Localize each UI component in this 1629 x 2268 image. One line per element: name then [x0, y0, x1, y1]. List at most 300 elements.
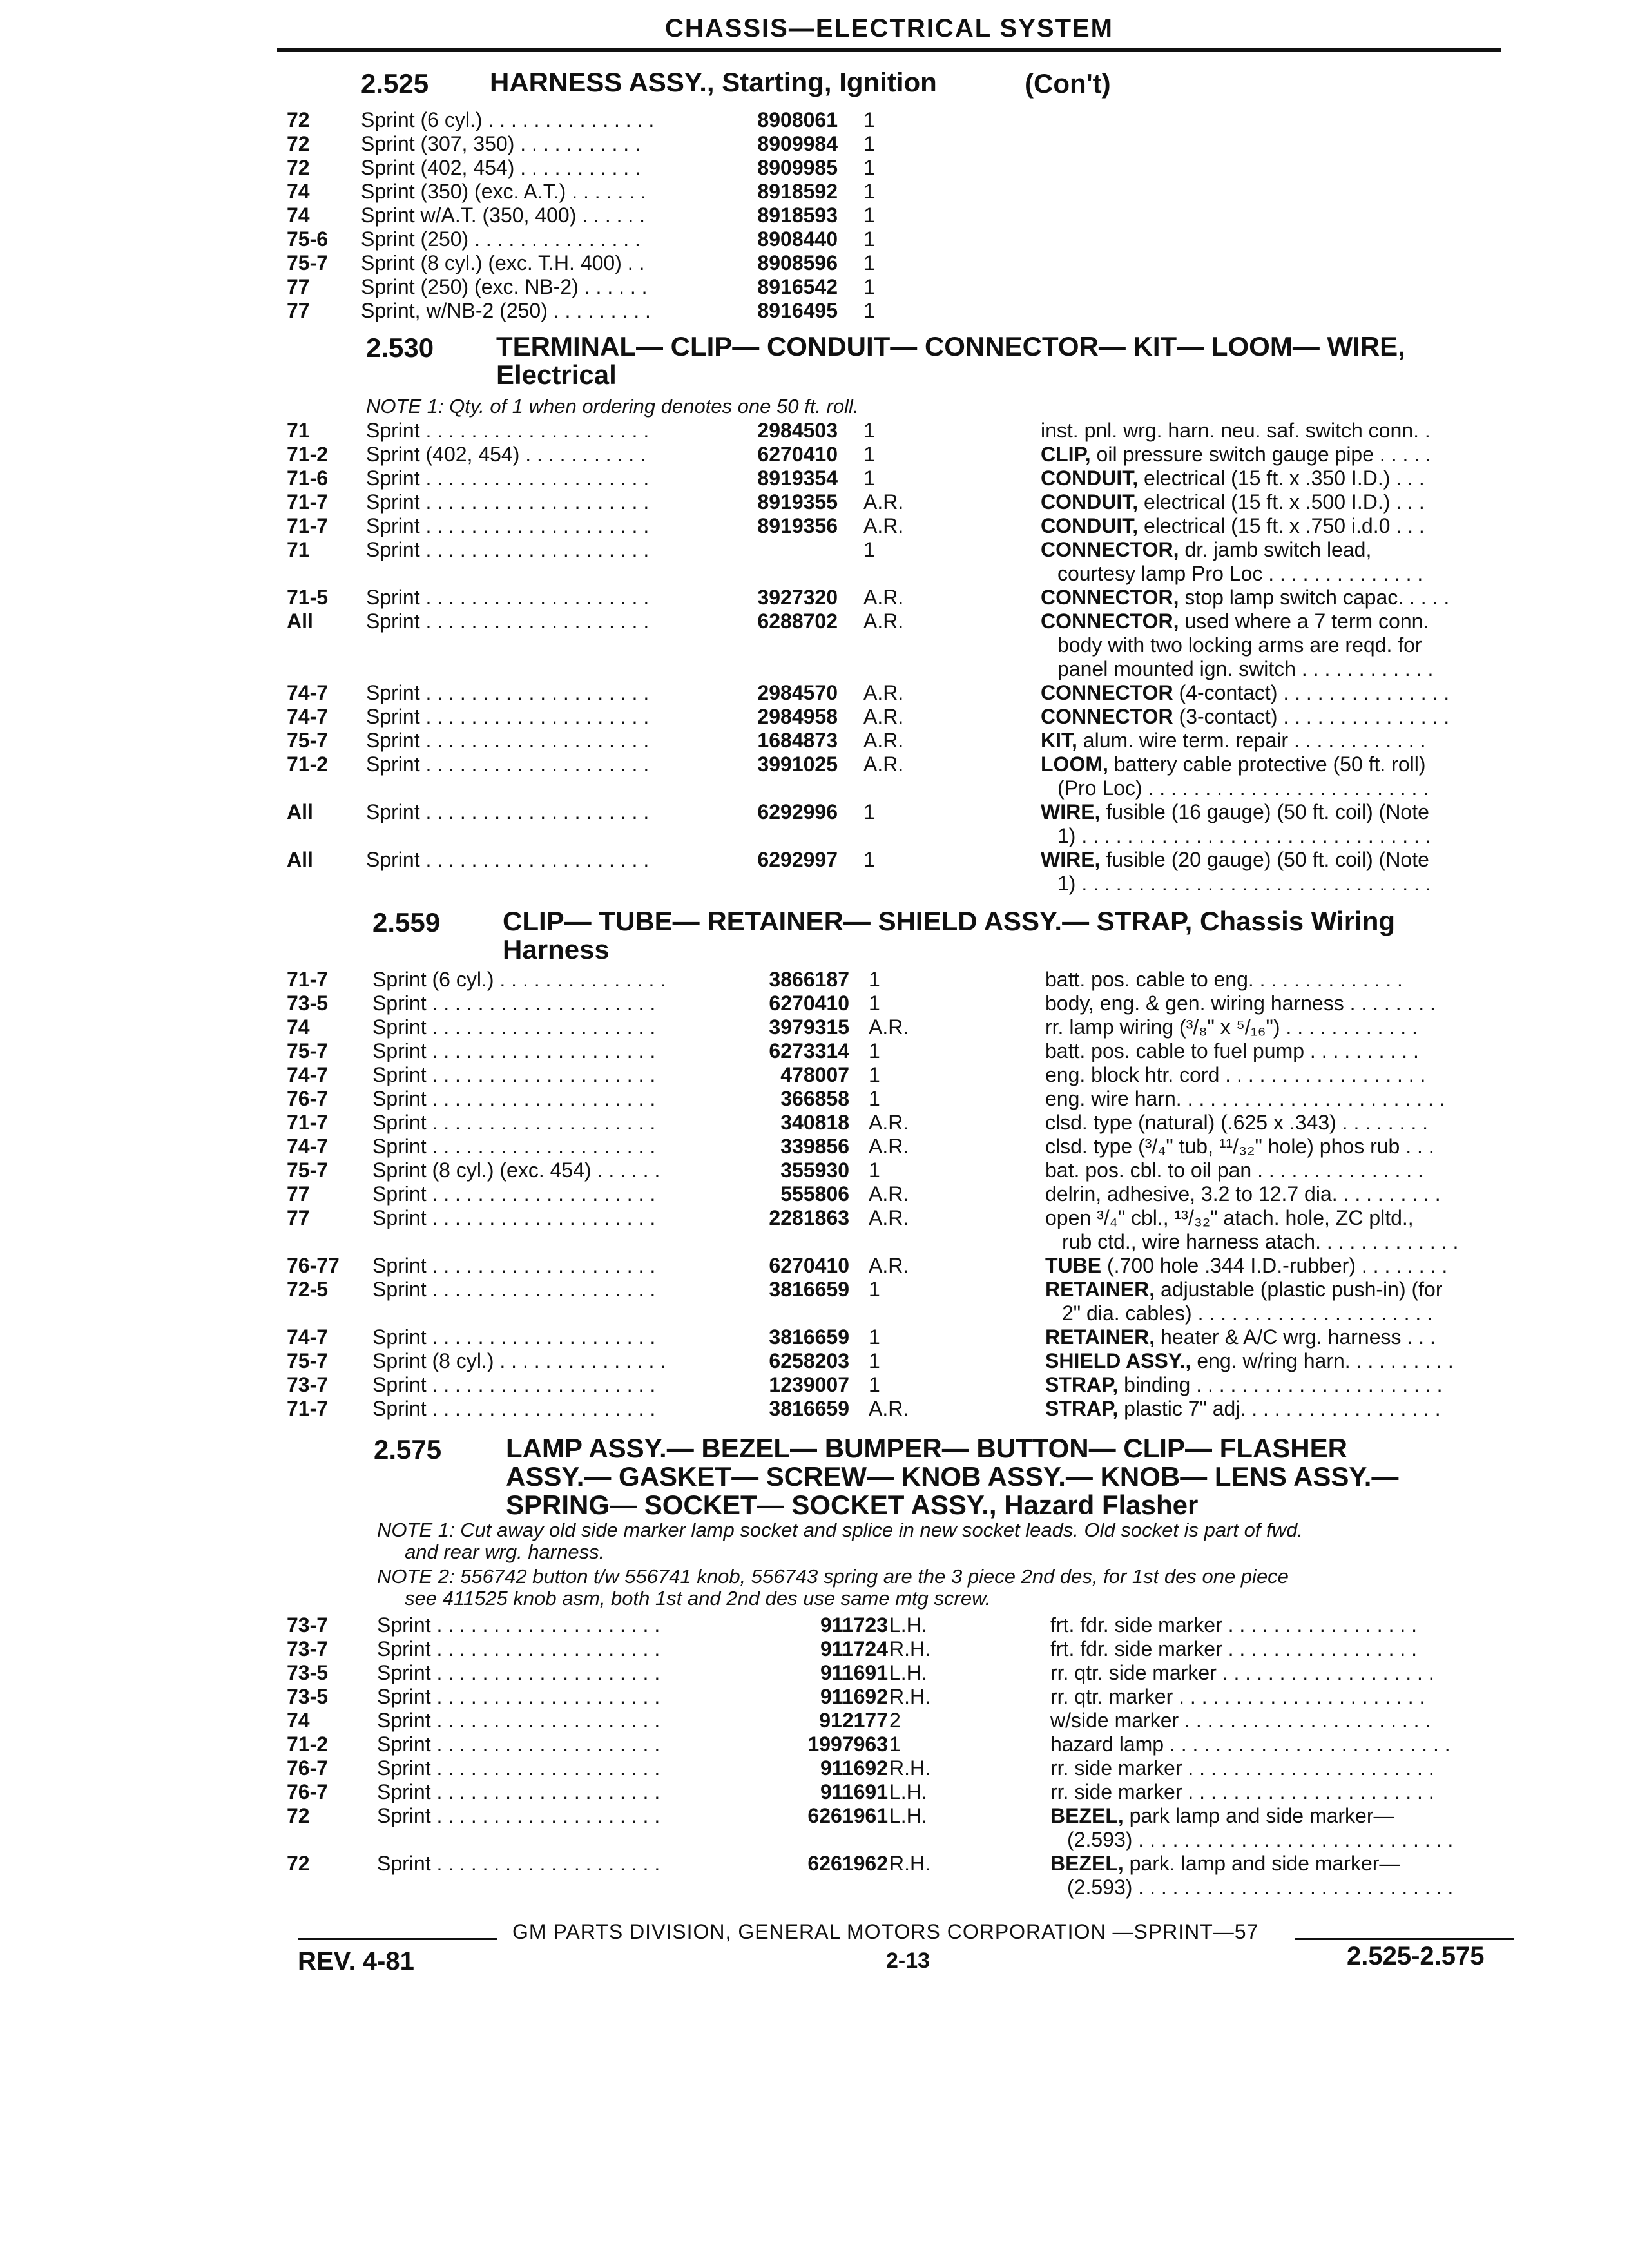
application: Sprint (350) (exc. A.T.) . . . . . . .	[361, 180, 646, 203]
part-description-text: adjustable (plastic push-in) (for	[1155, 1278, 1443, 1301]
model-year: 76-7	[287, 1087, 329, 1110]
application: Sprint . . . . . . . . . . . . . . . . . . . .	[366, 419, 650, 442]
part-number: 6273314	[769, 1039, 849, 1062]
section-number: 2.575	[374, 1434, 442, 1465]
part-description-text: hazard lamp . . . . . . . . . . . . . . . . . . . . . . . . .	[1050, 1733, 1451, 1756]
part-number: 8916495	[757, 299, 838, 322]
part-row	[0, 419, 1629, 443]
section-number: 2.525	[361, 68, 429, 99]
quantity: R.H.	[889, 1756, 930, 1780]
part-description-text: (4-contact) . . . . . . . . . . . . . . .	[1173, 681, 1450, 704]
part-description	[1045, 1087, 1509, 1110]
part-number: 3927320	[757, 586, 838, 609]
part-description-text: body, eng. & gen. wiring harness . . . . . . . .	[1045, 992, 1436, 1015]
part-description-continued: (2.593) . . . . . . . . . . . . . . . . . . . . . . . . . . . .	[1067, 1828, 1454, 1851]
part-number: 6261962	[807, 1852, 888, 1875]
part-description-text: eng. block htr. cord . . . . . . . . . . . . . . . . . .	[1045, 1063, 1426, 1086]
quantity: A.R.	[863, 729, 904, 752]
model-year: 74	[287, 204, 310, 227]
model-year: 74-7	[287, 1063, 329, 1086]
footer-page-number: 2-13	[886, 1948, 930, 1973]
part-description-text: electrical (15 ft. x .750 i.d.0 . . .	[1138, 514, 1425, 537]
part-description-text: clsd. type (³/₄" tub, ¹¹/₃₂" hole) phos rub . . .	[1045, 1135, 1434, 1158]
model-year: All	[287, 800, 313, 823]
part-number: 911692	[820, 1685, 888, 1708]
application: Sprint . . . . . . . . . . . . . . . . . . . .	[372, 1087, 656, 1110]
application: Sprint . . . . . . . . . . . . . . . . . . . .	[372, 1015, 656, 1039]
part-description	[1045, 1397, 1509, 1420]
part-description-text: fusible (16 gauge) (50 ft. coil) (Note	[1100, 800, 1429, 823]
part-description-text: electrical (15 ft. x .500 I.D.) . . .	[1138, 490, 1425, 514]
model-year: 75-7	[287, 1039, 329, 1062]
model-year: 75-6	[287, 227, 329, 251]
part-description-text: delrin, adhesive, 3.2 to 12.7 dia. . . . . . . . . .	[1045, 1182, 1441, 1206]
section-note: NOTE 2: 556742 button t/w 556741 knob, 556743 spring are the 3 piece 2nd des, for 1st des one piece see 411525 knob asm, both 1st and 2nd des use same mtg screw.	[377, 1565, 1289, 1610]
part-number: 6270410	[769, 992, 849, 1015]
model-year: 71-6	[287, 466, 329, 490]
part-number: 3816659	[769, 1278, 849, 1301]
part-description-text: plastic 7" adj. . . . . . . . . . . . . . . . . .	[1118, 1397, 1441, 1420]
part-number: 8908061	[757, 108, 838, 131]
application: Sprint . . . . . . . . . . . . . . . . . . . .	[377, 1780, 660, 1803]
part-description	[1041, 753, 1505, 776]
quantity: 1	[863, 299, 875, 322]
part-row	[0, 968, 1629, 992]
part-row	[0, 1661, 1629, 1685]
part-description	[1041, 514, 1505, 537]
part-description-keyword: TUBE	[1045, 1254, 1102, 1277]
section-title: CLIP— TUBE— RETAINER— SHIELD ASSY.— STRAP, Chassis Wiring Harness	[503, 906, 1396, 965]
application: Sprint . . . . . . . . . . . . . . . . . . . .	[366, 490, 650, 514]
part-number: 2984570	[757, 681, 838, 704]
part-number: 339856	[780, 1135, 849, 1158]
quantity: 1	[863, 204, 875, 227]
part-row	[0, 992, 1629, 1015]
part-row	[0, 156, 1629, 180]
part-description-text: (3-contact) . . . . . . . . . . . . . . .	[1173, 705, 1450, 728]
quantity: 1	[869, 1063, 880, 1086]
part-number: 6288702	[757, 610, 838, 633]
part-description	[1045, 1278, 1509, 1301]
quantity: R.H.	[889, 1685, 930, 1708]
part-description-text: battery cable protective (50 ft. roll)	[1108, 753, 1426, 776]
model-year: 74-7	[287, 1325, 329, 1349]
quantity: 1	[863, 848, 875, 871]
part-row	[0, 1613, 1629, 1637]
model-year: 75-7	[287, 251, 329, 274]
quantity: 1	[863, 419, 875, 442]
application: Sprint . . . . . . . . . . . . . . . . . . . .	[366, 610, 650, 633]
model-year: 76-7	[287, 1756, 329, 1780]
application: Sprint . . . . . . . . . . . . . . . . . . . .	[377, 1756, 660, 1780]
part-number: 3979315	[769, 1015, 849, 1039]
part-description-text: inst. pnl. wrg. harn. neu. saf. switch conn. .	[1041, 419, 1431, 442]
part-number: 340818	[780, 1111, 849, 1134]
part-row	[0, 514, 1629, 538]
part-description-keyword: CONNECTOR,	[1041, 538, 1179, 561]
part-description	[1041, 490, 1505, 514]
part-description	[1045, 1254, 1509, 1277]
quantity: 1	[869, 992, 880, 1015]
application: Sprint . . . . . . . . . . . . . . . . . . . .	[372, 1278, 656, 1301]
model-year: 74-7	[287, 705, 329, 728]
part-description-keyword: CONNECTOR,	[1041, 586, 1179, 609]
part-description-keyword: CLIP,	[1041, 443, 1091, 466]
quantity: L.H.	[889, 1613, 927, 1637]
part-number: 911723	[820, 1613, 888, 1637]
quantity: 1	[863, 466, 875, 490]
part-number: 8909984	[757, 132, 838, 155]
application: Sprint . . . . . . . . . . . . . . . . . . . .	[377, 1733, 660, 1756]
application: Sprint . . . . . . . . . . . . . . . . . . . .	[366, 538, 650, 561]
model-year: 75-7	[287, 1158, 329, 1182]
part-row	[0, 1325, 1629, 1349]
quantity: R.H.	[889, 1852, 930, 1875]
part-description-keyword: BEZEL,	[1050, 1804, 1124, 1827]
part-number: 3816659	[769, 1325, 849, 1349]
part-description	[1045, 1135, 1509, 1158]
part-row	[0, 1206, 1629, 1253]
application: Sprint . . . . . . . . . . . . . . . . . . . .	[372, 1373, 656, 1396]
part-description-continued: courtesy lamp Pro Loc . . . . . . . . . . . . . .	[1057, 562, 1423, 585]
part-row	[0, 227, 1629, 251]
part-description	[1041, 848, 1505, 871]
part-description-keyword: LOOM,	[1041, 753, 1108, 776]
part-number: 6261961	[807, 1804, 888, 1827]
part-number: 6292996	[757, 800, 838, 823]
quantity: A.R.	[869, 1111, 909, 1134]
quantity: A.R.	[869, 1182, 909, 1206]
part-row	[0, 490, 1629, 514]
application: Sprint . . . . . . . . . . . . . . . . . . . .	[377, 1852, 660, 1875]
part-description	[1045, 1206, 1509, 1229]
part-description-continued: (Pro Loc) . . . . . . . . . . . . . . . . . . . . . . . . .	[1057, 776, 1429, 800]
part-number: 911692	[820, 1756, 888, 1780]
part-description	[1045, 992, 1509, 1015]
section-title: HARNESS ASSY., Starting, Ignition	[490, 67, 937, 97]
part-description	[1041, 800, 1505, 823]
part-description-continued: (2.593) . . . . . . . . . . . . . . . . . . . . . . . . . . . .	[1067, 1876, 1454, 1899]
part-row	[0, 275, 1629, 299]
part-description	[1041, 705, 1505, 728]
quantity: A.R.	[869, 1015, 909, 1039]
section-title: TERMINAL— CLIP— CONDUIT— CONNECTOR— KIT— LOOM— WIRE, Electrical	[496, 331, 1405, 390]
part-description-text: stop lamp switch capac. . . . .	[1179, 586, 1450, 609]
part-description	[1045, 968, 1509, 991]
part-description	[1050, 1709, 1514, 1732]
model-year: 71-2	[287, 443, 329, 466]
part-description-keyword: STRAP,	[1045, 1373, 1119, 1396]
quantity: R.H.	[889, 1637, 930, 1660]
part-description	[1045, 1325, 1509, 1349]
part-description-keyword: BEZEL,	[1050, 1852, 1124, 1875]
part-description-text: rr. qtr. marker . . . . . . . . . . . . . . . . . . . . . .	[1050, 1685, 1425, 1708]
application: Sprint . . . . . . . . . . . . . . . . . . . .	[366, 586, 650, 609]
part-number: 912177	[819, 1709, 888, 1732]
application: Sprint (250) (exc. NB-2) . . . . . .	[361, 275, 648, 298]
part-description	[1041, 586, 1505, 609]
quantity: 1	[869, 1158, 880, 1182]
model-year: All	[287, 848, 313, 871]
part-description	[1041, 419, 1505, 442]
part-description-text: used where a 7 term conn.	[1179, 610, 1429, 633]
part-description-keyword: WIRE,	[1041, 800, 1101, 823]
part-description-keyword: SHIELD ASSY.,	[1045, 1349, 1191, 1372]
part-number: 911691	[820, 1780, 888, 1803]
part-description-keyword: RETAINER,	[1045, 1278, 1155, 1301]
part-description-text: alum. wire term. repair . . . . . . . . . . . .	[1077, 729, 1426, 752]
part-description-continued: 1) . . . . . . . . . . . . . . . . . . . . . . . . . . . . . . .	[1057, 824, 1431, 847]
model-year: 73-5	[287, 992, 329, 1015]
part-number: 6292997	[757, 848, 838, 871]
part-description-continued: body with two locking arms are reqd. for	[1057, 633, 1422, 657]
quantity: 1	[869, 1278, 880, 1301]
part-row	[0, 1278, 1629, 1325]
part-number: 8908440	[757, 227, 838, 251]
quantity: A.R.	[863, 490, 904, 514]
application: Sprint w/A.T. (350, 400) . . . . . .	[361, 204, 646, 227]
application: Sprint . . . . . . . . . . . . . . . . . . . .	[372, 1111, 656, 1134]
part-row	[0, 610, 1629, 680]
model-year: 73-5	[287, 1661, 329, 1684]
application: Sprint, w/NB-2 (250) . . . . . . . . .	[361, 299, 651, 322]
page-title: CHASSIS—ELECTRICAL SYSTEM	[665, 14, 1113, 43]
application: Sprint . . . . . . . . . . . . . . . . . . . .	[366, 514, 650, 537]
quantity: 1	[869, 1087, 880, 1110]
footer-corporation: GM PARTS DIVISION, GENERAL MOTORS CORPORATION —SPRINT—57	[512, 1920, 1259, 1943]
model-year: 75-7	[287, 1349, 329, 1372]
part-description-keyword: CONDUIT,	[1041, 466, 1139, 490]
section-number: 2.530	[366, 332, 434, 363]
application: Sprint (8 cyl.) . . . . . . . . . . . . . . .	[372, 1349, 666, 1372]
footer-section-range: 2.525-2.575	[1347, 1942, 1485, 1970]
model-year: 76-77	[287, 1254, 340, 1277]
part-number: 1239007	[769, 1373, 849, 1396]
part-description-continued: 2" dia. cables) . . . . . . . . . . . . . . . . . . . . .	[1062, 1302, 1433, 1325]
model-year: 74	[287, 180, 310, 203]
part-row	[0, 729, 1629, 753]
application: Sprint (8 cyl.) (exc. T.H. 400) . .	[361, 251, 645, 274]
part-description	[1041, 466, 1505, 490]
part-row	[0, 1158, 1629, 1182]
section-title: LAMP ASSY.— BEZEL— BUMPER— BUTTON— CLIP— FLASHER ASSY.— GASKET— SCREW— KNOB ASSY.— KNOB— LENS ASSY.— SPRING— SOCKET— SOCKET ASSY., Hazard Flasher	[506, 1433, 1399, 1520]
model-year: 71	[287, 419, 310, 442]
quantity: 1	[863, 180, 875, 203]
page-header	[277, 3, 1501, 52]
part-description-text: eng. wire harn. . . . . . . . . . . . . . . . . . . . . . . .	[1045, 1087, 1445, 1110]
model-year: 71-7	[287, 514, 329, 537]
quantity: 1	[869, 1373, 880, 1396]
part-row	[0, 1111, 1629, 1135]
part-description	[1045, 1039, 1509, 1062]
part-description	[1045, 1111, 1509, 1134]
part-description-text: electrical (15 ft. x .350 I.D.) . . .	[1138, 466, 1425, 490]
part-description	[1041, 443, 1505, 466]
part-number: 6270410	[769, 1254, 849, 1277]
model-year: 71	[287, 538, 310, 561]
part-description-text: oil pressure switch gauge pipe . . . . .	[1090, 443, 1431, 466]
part-description-text: (.700 hole .344 I.D.-rubber) . . . . . . . .	[1101, 1254, 1448, 1277]
part-row	[0, 466, 1629, 490]
application: Sprint (307, 350) . . . . . . . . . . .	[361, 132, 641, 155]
part-description-text: w/side marker . . . . . . . . . . . . . . . . . . . . . .	[1050, 1709, 1431, 1732]
part-number: 555806	[780, 1182, 849, 1206]
application: Sprint . . . . . . . . . . . . . . . . . . . .	[372, 992, 656, 1015]
part-description-keyword: CONNECTOR,	[1041, 610, 1179, 633]
part-description-keyword: CONNECTOR	[1041, 705, 1173, 728]
part-description-text: heater & A/C wrg. harness . . .	[1155, 1325, 1436, 1349]
part-number: 8909985	[757, 156, 838, 179]
model-year: 75-7	[287, 729, 329, 752]
quantity: 1	[863, 108, 875, 131]
quantity: A.R.	[863, 681, 904, 704]
part-row	[0, 299, 1629, 323]
model-year: 72	[287, 1852, 310, 1875]
part-number: 3991025	[757, 753, 838, 776]
model-year: 72	[287, 108, 310, 131]
model-year: 72	[287, 156, 310, 179]
quantity: L.H.	[889, 1804, 927, 1827]
part-description-text: rr. qtr. side marker . . . . . . . . . . . . . . . . . . .	[1050, 1661, 1434, 1684]
part-description	[1045, 1063, 1509, 1086]
quantity: 1	[889, 1733, 901, 1756]
part-description	[1050, 1733, 1514, 1756]
quantity: 1	[863, 275, 875, 298]
part-description	[1041, 538, 1505, 561]
quantity: 1	[863, 800, 875, 823]
part-row	[0, 1709, 1629, 1733]
application: Sprint . . . . . . . . . . . . . . . . . . . .	[377, 1637, 660, 1660]
part-description-keyword: CONNECTOR	[1041, 681, 1173, 704]
part-description-text: rr. side marker . . . . . . . . . . . . . . . . . . . . . .	[1050, 1756, 1434, 1780]
quantity: 1	[869, 1039, 880, 1062]
quantity: 1	[869, 968, 880, 991]
part-description	[1050, 1613, 1514, 1637]
application: Sprint . . . . . . . . . . . . . . . . . . . .	[377, 1685, 660, 1708]
part-number: 3866187	[769, 968, 849, 991]
model-year: 71-7	[287, 968, 329, 991]
quantity: A.R.	[863, 514, 904, 537]
quantity: A.R.	[869, 1135, 909, 1158]
part-number: 8908596	[757, 251, 838, 274]
application: Sprint . . . . . . . . . . . . . . . . . . . .	[372, 1254, 656, 1277]
part-row	[0, 251, 1629, 275]
part-description-text: frt. fdr. side marker . . . . . . . . . . . . . . . . .	[1050, 1613, 1418, 1637]
part-number: 8919356	[757, 514, 838, 537]
part-description	[1041, 610, 1505, 633]
part-description-keyword: CONDUIT,	[1041, 490, 1139, 514]
model-year: 74-7	[287, 1135, 329, 1158]
section-note: NOTE 1: Cut away old side marker lamp socket and splice in new socket leads. Old socket is part of fwd. and rear wrg. harness.	[377, 1519, 1303, 1563]
model-year: 71-7	[287, 1111, 329, 1134]
part-row	[0, 1182, 1629, 1206]
part-row	[0, 753, 1629, 800]
quantity: A.R.	[869, 1206, 909, 1229]
model-year: 74	[287, 1015, 310, 1039]
part-row	[0, 204, 1629, 227]
part-number: 8919355	[757, 490, 838, 514]
model-year: 77	[287, 1206, 310, 1229]
model-year: 71-5	[287, 586, 329, 609]
part-description-text: dr. jamb switch lead,	[1179, 538, 1372, 561]
application: Sprint . . . . . . . . . . . . . . . . . . . .	[377, 1804, 660, 1827]
application: Sprint (250) . . . . . . . . . . . . . . .	[361, 227, 641, 251]
part-description	[1045, 1349, 1509, 1372]
application: Sprint . . . . . . . . . . . . . . . . . . . .	[366, 681, 650, 704]
part-description	[1041, 729, 1505, 752]
section-continued-label: (Con't)	[1025, 68, 1111, 99]
application: Sprint . . . . . . . . . . . . . . . . . . . .	[377, 1661, 660, 1684]
quantity: A.R.	[863, 705, 904, 728]
model-year: 71-7	[287, 490, 329, 514]
part-description	[1041, 681, 1505, 704]
part-description	[1045, 1182, 1509, 1206]
part-description-keyword: STRAP,	[1045, 1397, 1119, 1420]
quantity: 1	[863, 156, 875, 179]
part-number: 2984958	[757, 705, 838, 728]
part-description-text: binding . . . . . . . . . . . . . . . . . . . . . .	[1118, 1373, 1443, 1396]
part-row	[0, 705, 1629, 729]
part-description-text: rr. lamp wiring (³/₈" x ⁵/₁₆") . . . . . . . . . . . .	[1045, 1015, 1418, 1039]
quantity: 1	[863, 132, 875, 155]
part-description-text: rr. side marker . . . . . . . . . . . . . . . . . . . . . .	[1050, 1780, 1434, 1803]
part-description-text: park lamp and side marker—	[1123, 1804, 1394, 1827]
part-row	[0, 848, 1629, 895]
part-number: 478007	[780, 1063, 849, 1086]
application: Sprint . . . . . . . . . . . . . . . . . . . .	[372, 1182, 656, 1206]
model-year: 73-7	[287, 1613, 329, 1637]
model-year: 73-7	[287, 1637, 329, 1660]
part-row	[0, 1039, 1629, 1063]
part-description	[1050, 1852, 1514, 1875]
model-year: 74-7	[287, 681, 329, 704]
part-number: 6258203	[769, 1349, 849, 1372]
part-description-keyword: CONDUIT,	[1041, 514, 1139, 537]
part-row	[0, 443, 1629, 466]
part-description	[1045, 1158, 1509, 1182]
application: Sprint . . . . . . . . . . . . . . . . . . . .	[366, 848, 650, 871]
part-row	[0, 1087, 1629, 1111]
application: Sprint . . . . . . . . . . . . . . . . . . . .	[366, 800, 650, 823]
part-description-text: fusible (20 gauge) (50 ft. coil) (Note	[1100, 848, 1429, 871]
part-row	[0, 538, 1629, 585]
quantity: 1	[869, 1325, 880, 1349]
quantity: L.H.	[889, 1661, 927, 1684]
application: Sprint (6 cyl.) . . . . . . . . . . . . . . .	[372, 968, 666, 991]
part-number: 1997963	[807, 1733, 888, 1756]
part-description-text: park. lamp and side marker—	[1123, 1852, 1400, 1875]
part-number: 1684873	[757, 729, 838, 752]
application: Sprint (8 cyl.) (exc. 454) . . . . . .	[372, 1158, 660, 1182]
part-description-continued: panel mounted ign. switch . . . . . . . . . . . .	[1057, 657, 1434, 680]
section-note: NOTE 1: Qty. of 1 when ordering denotes one 50 ft. roll.	[366, 395, 859, 418]
application: Sprint . . . . . . . . . . . . . . . . . . . .	[366, 753, 650, 776]
part-row	[0, 1015, 1629, 1039]
application: Sprint . . . . . . . . . . . . . . . . . . . .	[372, 1206, 656, 1229]
part-description-text: clsd. type (natural) (.625 x .343) . . . . . . . .	[1045, 1111, 1429, 1134]
part-description-keyword: RETAINER,	[1045, 1325, 1155, 1349]
application: Sprint (402, 454) . . . . . . . . . . .	[361, 156, 641, 179]
part-number: 366858	[780, 1087, 849, 1110]
part-description	[1050, 1637, 1514, 1660]
quantity: A.R.	[869, 1397, 909, 1420]
part-description	[1050, 1780, 1514, 1803]
quantity: 1	[869, 1349, 880, 1372]
part-description	[1050, 1661, 1514, 1684]
application: Sprint . . . . . . . . . . . . . . . . . . . .	[372, 1039, 656, 1062]
model-year: 76-7	[287, 1780, 329, 1803]
quantity: 2	[889, 1709, 901, 1732]
